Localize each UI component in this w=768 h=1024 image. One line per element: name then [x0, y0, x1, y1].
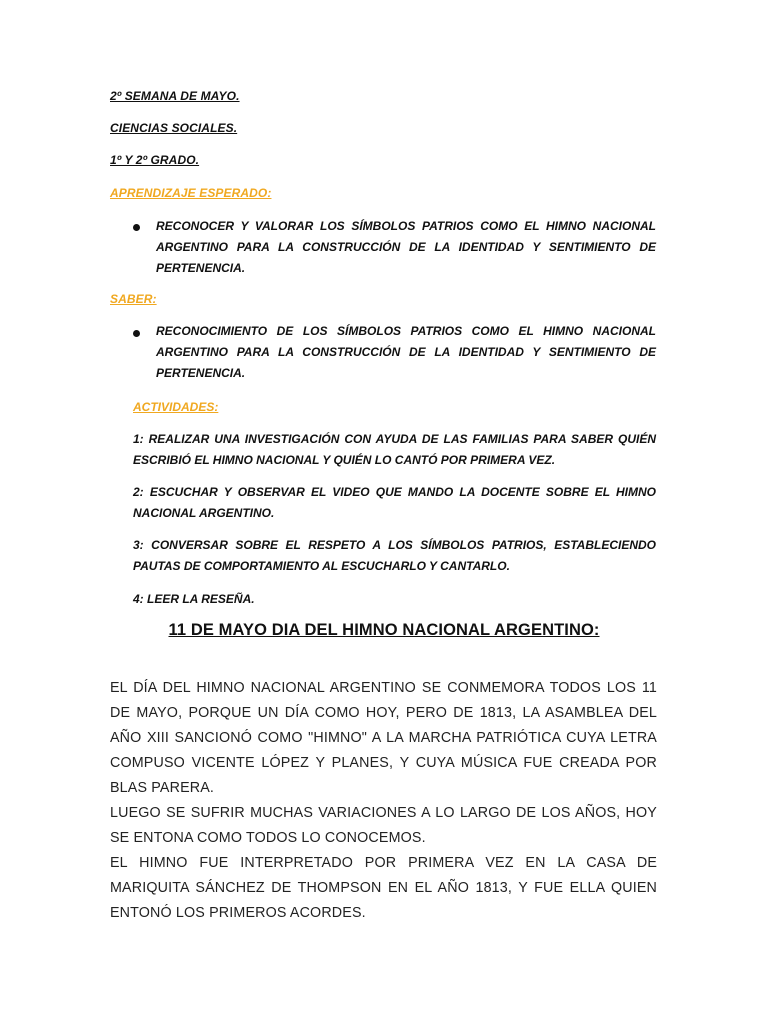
- activity-item: 2: ESCUCHAR Y OBSERVAR EL VIDEO QUE MANDO LA DOCENTE SOBRE EL HIMNO NACIONAL ARGENTINO.: [133, 485, 656, 520]
- activity-item: 1: REALIZAR UNA INVESTIGACIÓN CON AYUDA DE LAS FAMILIAS PARA SABER QUIÉN ESCRIBIÓ EL HIMNO NACIONAL Y QUIÉN LO CANTÓ POR PRIMERA VEZ.: [133, 432, 656, 467]
- saber-heading: SABER:: [110, 292, 157, 306]
- resena-paragraph: EL HIMNO FUE INTERPRETADO POR PRIMERA VEZ EN LA CASA DE MARIQUITA SÁNCHEZ DE THOMPSON EN EL AÑO 1813, Y FUE ELLA QUIEN ENTONÓ LOS PRIMEROS ACORDES.: [110, 855, 657, 921]
- bullet-icon: [133, 330, 140, 337]
- actividades-heading: ACTIVIDADES:: [133, 400, 219, 414]
- bullet-icon: [133, 224, 140, 231]
- saber-bullet: RECONOCIMIENTO DE LOS SÍMBOLOS PATRIOS COMO EL HIMNO NACIONAL ARGENTINO PARA LA CONSTRUCCIÓN DE LA IDENTIDAD Y SENTIMIENTO DE PERTENENCIA.: [156, 324, 656, 380]
- activity-item: 4: LEER LA RESEÑA.: [133, 592, 255, 606]
- resena-paragraph: LUEGO SE SUFRIR MUCHAS VARIACIONES A LO LARGO DE LOS AÑOS, HOY SE ENTONA COMO TODOS LO CONOCEMOS.: [110, 805, 657, 846]
- aprendizaje-bullet: RECONOCER Y VALORAR LOS SÍMBOLOS PATRIOS COMO EL HIMNO NACIONAL ARGENTINO PARA LA CONSTRUCCIÓN DE LA IDENTIDAD Y SENTIMIENTO DE PERTENENCIA.: [156, 219, 656, 275]
- resena-title: 11 DE MAYO DIA DEL HIMNO NACIONAL ARGENTINO:: [168, 621, 600, 639]
- subject-heading: CIENCIAS SOCIALES.: [110, 121, 238, 135]
- resena-paragraph: EL DÍA DEL HIMNO NACIONAL ARGENTINO SE CONMEMORA TODOS LOS 11 DE MAYO, PORQUE UN DÍA COMO HOY, PERO DE 1813, LA ASAMBLEA DEL AÑO XIII SANCIONÓ COMO "HIMNO" A LA MARCHA PATRIÓTICA CUYA LETRA COMPUSO VICENTE LÓPEZ Y PLANES, Y CUYA MÚSICA FUE CREADA POR BLAS PARERA.: [110, 680, 657, 796]
- activity-item: 3: CONVERSAR SOBRE EL RESPETO A LOS SÍMBOLOS PATRIOS, ESTABLECIENDO PAUTAS DE COMPORTAMIENTO AL ESCUCHARLO Y CANTARLO.: [133, 538, 656, 573]
- week-heading: 2º SEMANA DE MAYO.: [110, 89, 240, 103]
- aprendizaje-heading: APRENDIZAJE ESPERADO:: [110, 186, 272, 200]
- grade-heading: 1º Y 2º GRADO.: [110, 153, 200, 167]
